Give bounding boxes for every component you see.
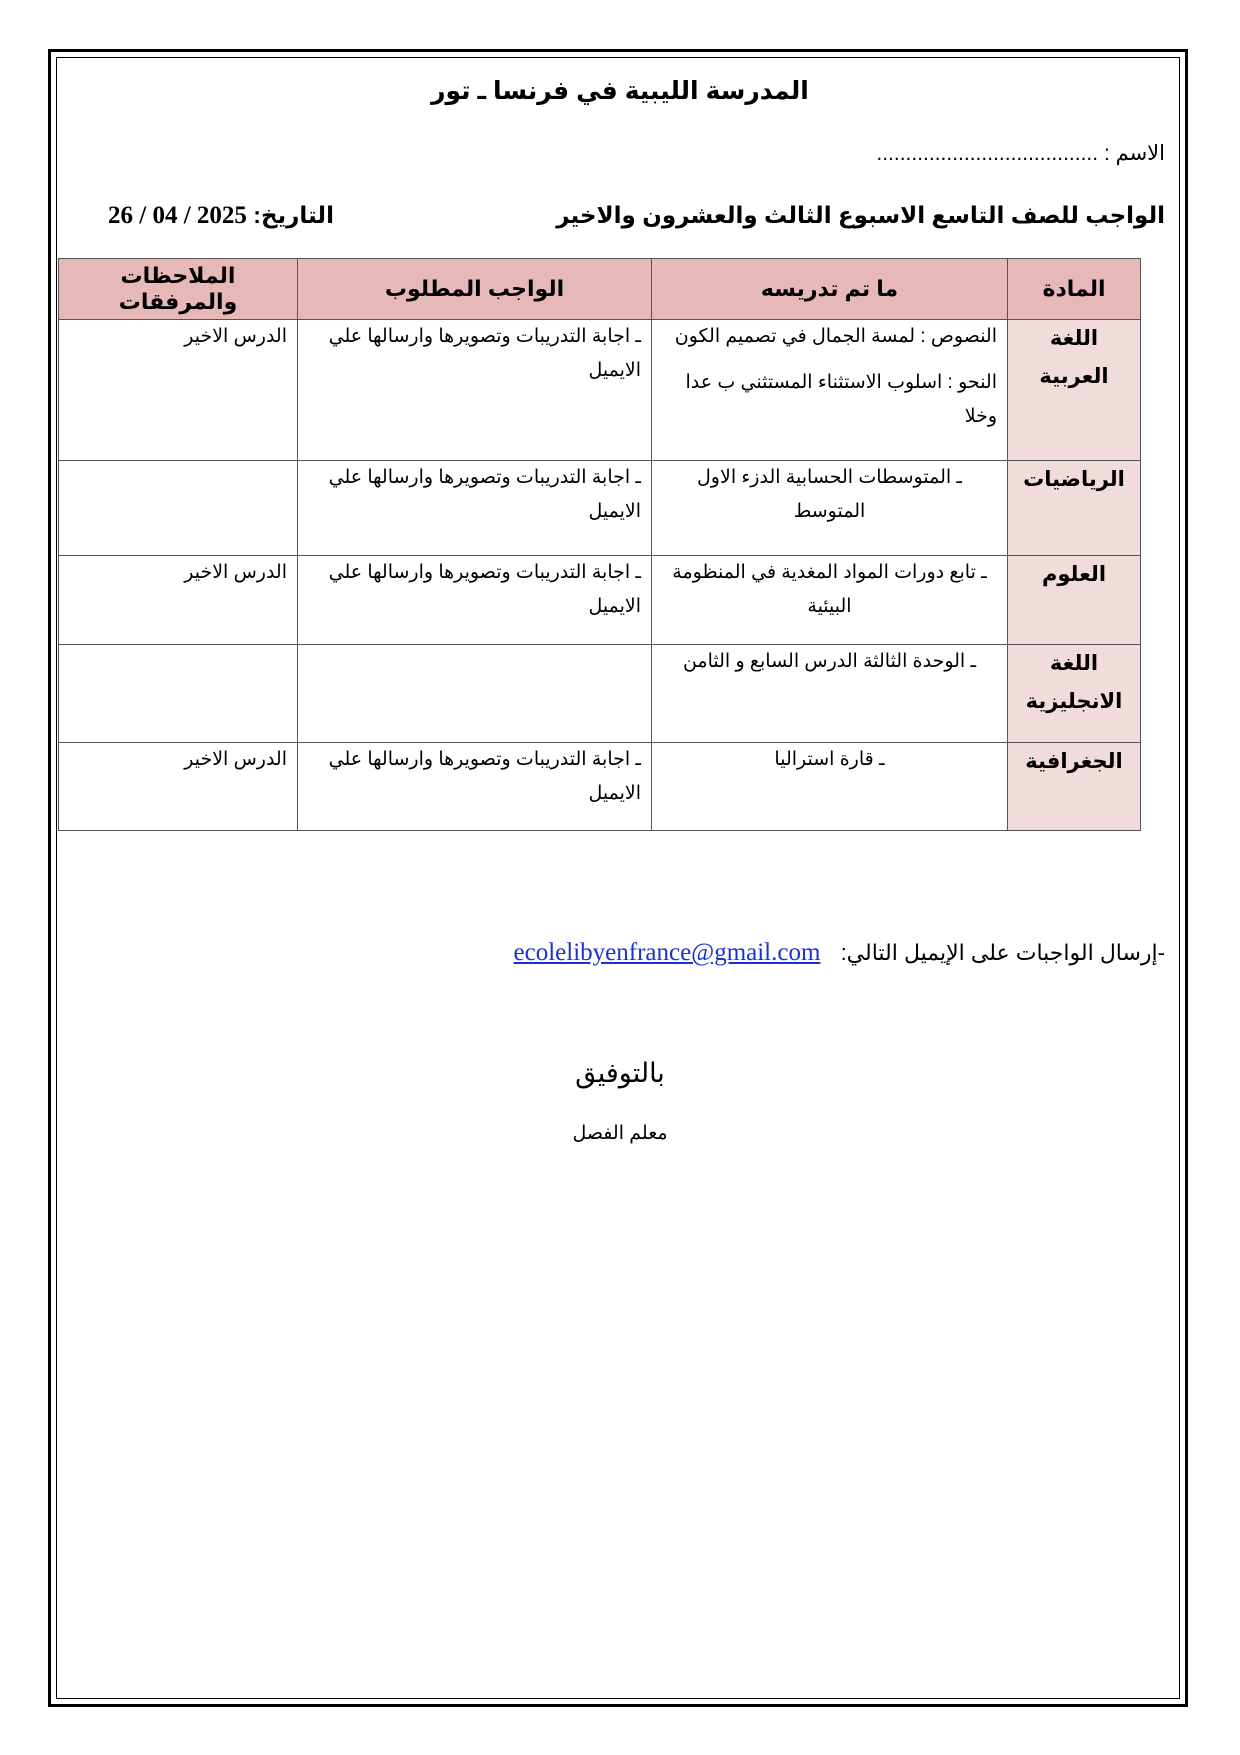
date-value: 26 / 04 / 2025 (108, 202, 247, 229)
homework-cell: ـ اجابة التدريبات وتصويرها وارسالها علي الايميل (298, 320, 652, 461)
send-text: -إرسال الواجبات على الإيميل التالي: (840, 940, 1165, 965)
date-line (108, 202, 334, 230)
notes-cell: الدرس الاخير (59, 556, 298, 645)
taught-cell (652, 320, 1008, 461)
email-link[interactable]: ecolelibyenfrance@gmail.com (513, 939, 821, 966)
taught-cell: ـ المتوسطات الحسابية الدزء الاول المتوسط (652, 461, 1008, 556)
notes-cell (59, 645, 298, 743)
table-row (59, 743, 1141, 831)
header-notes: الملاحظات والمرفقات (59, 259, 298, 320)
homework-table (58, 258, 1141, 831)
homework-cell: ـ اجابة التدريبات وتصويرها وارسالها علي الايميل (298, 461, 652, 556)
taught-text: النحو : اسلوب الاستثناء المستثني ب عدا وخلا (685, 372, 997, 427)
table-row (59, 461, 1141, 556)
subject-cell: الرياضيات (1008, 461, 1141, 556)
homework-title: الواجب للصف التاسع الاسبوع الثالث والعشرون والاخير (556, 202, 1165, 228)
taught-cell: ـ الوحدة الثالثة الدرس السابع و الثامن (652, 645, 1008, 743)
table-row (59, 556, 1141, 645)
send-instructions (514, 939, 1165, 967)
date-label: التاريخ: (253, 202, 334, 228)
homework-cell: ـ اجابة التدريبات وتصويرها وارسالها علي الايميل (298, 743, 652, 831)
school-name: المدرسة الليبية في فرنسا ـ تور (431, 77, 809, 105)
homework-cell (298, 645, 652, 743)
subject-cell: الجغرافية (1008, 743, 1141, 831)
taught-cell: ـ تابع دورات المواد المغدية في المنظومة البيئية (652, 556, 1008, 645)
notes-cell: الدرس الاخير (59, 743, 298, 831)
taught-text: النصوص : لمسة الجمال في تصميم الكون (674, 326, 997, 347)
header-taught: ما تم تدريسه (652, 259, 1008, 320)
good-luck-text: بالتوفيق (575, 1058, 665, 1088)
taught-cell: ـ قارة استراليا (652, 743, 1008, 831)
table-row (59, 320, 1141, 461)
header-homework: الواجب المطلوب (298, 259, 652, 320)
teacher-signature: معلم الفصل (572, 1123, 668, 1144)
homework-cell: ـ اجابة التدريبات وتصويرها وارسالها علي الايميل (298, 556, 652, 645)
table-row (59, 645, 1141, 743)
table-header-row (59, 259, 1141, 320)
subject-cell: العلوم (1008, 556, 1141, 645)
notes-cell (59, 461, 298, 556)
name-line (876, 141, 1165, 166)
name-label: الاسم : (1103, 142, 1165, 165)
header-subject: المادة (1008, 259, 1141, 320)
notes-cell: الدرس الاخير (59, 320, 298, 461)
name-blank: ...................................... (876, 142, 1099, 165)
subject-cell: اللغة الانجليزية (1008, 645, 1141, 743)
subject-cell: اللغة العربية (1008, 320, 1141, 461)
